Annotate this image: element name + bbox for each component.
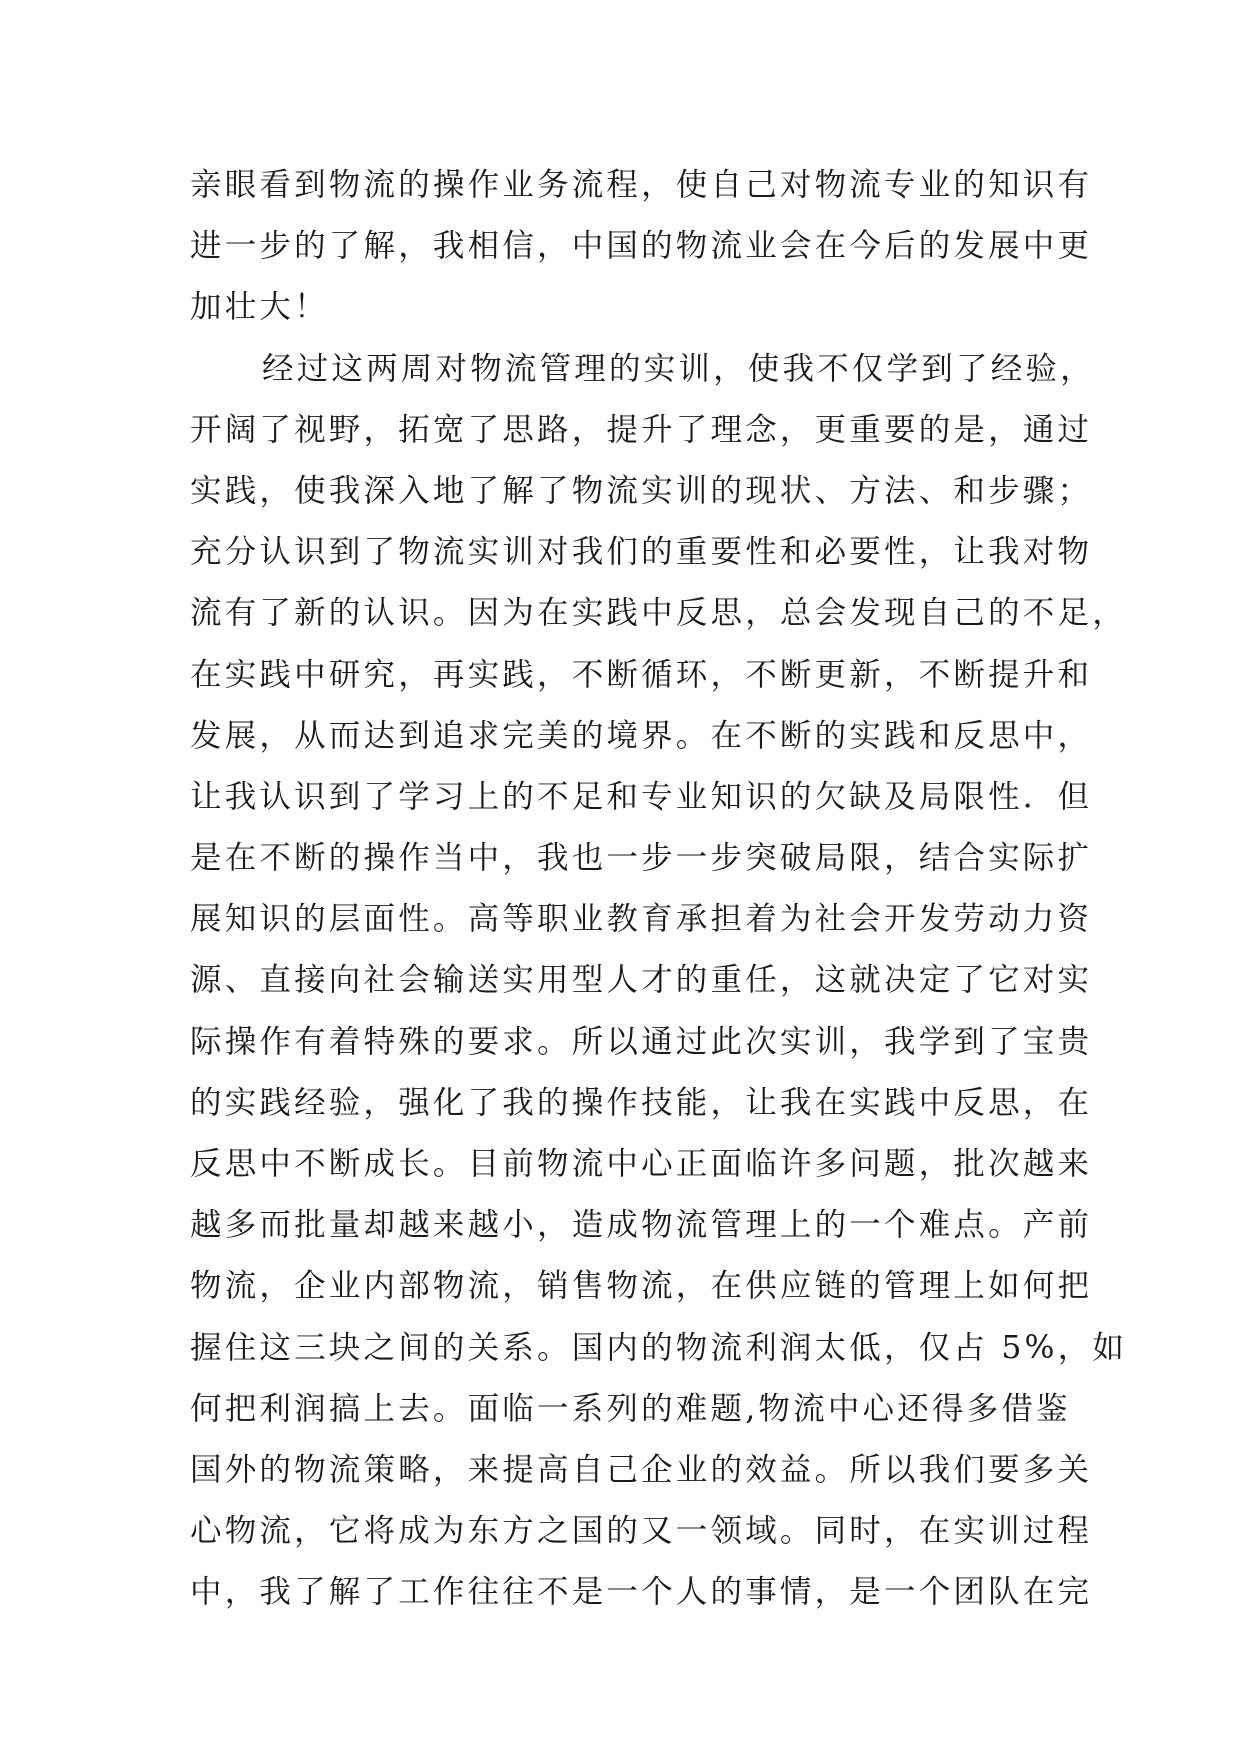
text-line: 发展，从而达到追求完美的境界。在不断的实践和反思中， bbox=[190, 717, 1093, 754]
body-text bbox=[190, 155, 1128, 1624]
text-line: 展知识的层面性。高等职业教育承担着为社会开发劳动力资 bbox=[190, 901, 1093, 938]
text-line: 握住这三块之间的关系。国内的物流利润太低，仅占 5%，如 bbox=[190, 1329, 1128, 1366]
text-line: 开阔了视野，拓宽了思路，提升了理念，更重要的是，通过 bbox=[190, 411, 1093, 448]
text-line: 充分认识到了物流实训对我们的重要性和必要性，让我对物 bbox=[190, 534, 1093, 571]
text-line: 越多而批量却越来越小，造成物流管理上的一个难点。产前 bbox=[190, 1207, 1093, 1244]
text-line: 国外的物流策略，来提高自己企业的效益。所以我们要多关 bbox=[190, 1451, 1093, 1488]
text-line: 源、直接向社会输送实用型人才的重任，这就决定了它对实 bbox=[190, 962, 1093, 999]
text-line: 心物流，它将成为东方之国的又一领域。同时，在实训过程 bbox=[190, 1513, 1093, 1550]
text-line: 是在不断的操作当中，我也一步一步突破局限，结合实际扩 bbox=[190, 840, 1093, 877]
text-line: 加壮大！ bbox=[190, 289, 329, 326]
text-line: 中，我了解了工作往往不是一个人的事情，是一个团队在完 bbox=[190, 1574, 1093, 1611]
text-line: 际操作有着特殊的要求。所以通过此次实训，我学到了宝贵 bbox=[190, 1023, 1093, 1060]
text-line: 反思中不断成长。目前物流中心正面临许多问题，批次越来 bbox=[190, 1146, 1093, 1182]
text-line: 的实践经验，强化了我的操作技能，让我在实践中反思，在 bbox=[190, 1084, 1093, 1121]
text-line: 进一步的了解，我相信，中国的物流业会在今后的发展中更 bbox=[190, 228, 1093, 265]
paragraph-start-line: 经过这两周对物流管理的实训，使我不仅学到了经验， bbox=[262, 350, 1095, 387]
text-line: 实践，使我深入地了解了物流实训的现状、方法、和步骤； bbox=[190, 472, 1093, 509]
text-line: 何把利润搞上去。面临一系列的难题,物流中心还得多借鉴 bbox=[190, 1390, 1071, 1427]
text-line: 流有了新的认识。因为在实践中反思，总会发现自己的不足， bbox=[190, 595, 1127, 632]
text-line: 物流，企业内部物流，销售物流，在供应链的管理上如何把 bbox=[190, 1268, 1093, 1305]
text-line: 让我认识到了学习上的不足和专业知识的欠缺及局限性．但 bbox=[190, 778, 1093, 815]
text-line: 在实践中研究，再实践，不断循环，不断更新，不断提升和 bbox=[190, 656, 1093, 693]
text-line: 亲眼看到物流的操作业务流程，使自己对物流专业的知识有 bbox=[190, 167, 1093, 203]
